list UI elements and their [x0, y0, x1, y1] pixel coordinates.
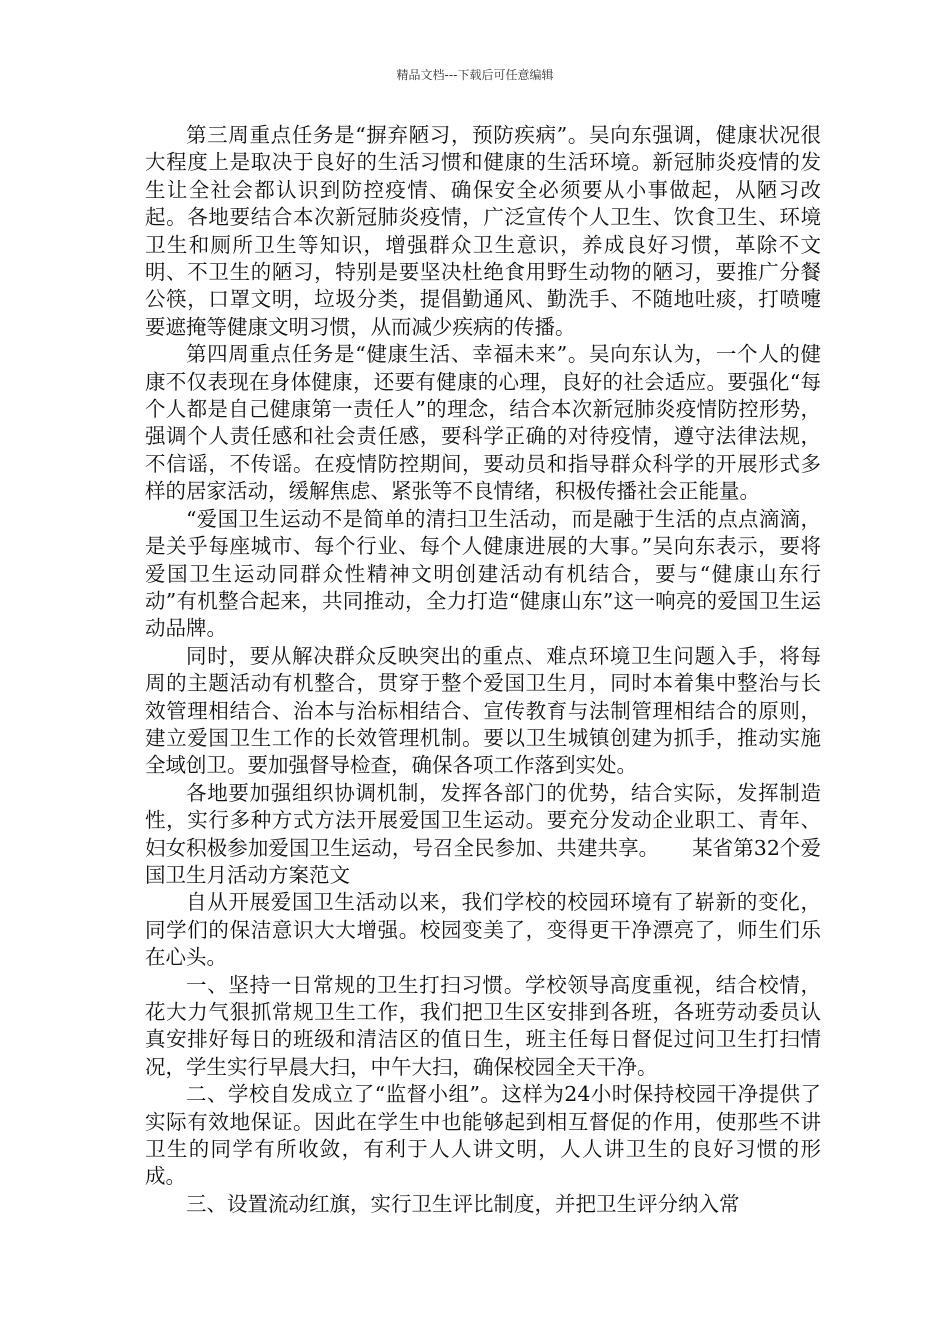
- paragraph-week-four: 第四周重点任务是“健康生活、幸福未来”。吴向东认为，一个人的健康不仅表现在身体健康，还要有健康的心理，良好的社会适应。要强化“每个人都是自己健康第一责任人”的理念，结合本次新冠肺炎疫情防控形势，强调个人责任感和社会责任感，要科学正确的对待疫情，遵守法律法规，不信谣，不传谣。在疫情防控期间，要动员和指导群众科学的开展形式多样的居家活动，缓解焦虑、紧张等不良情绪，积极传播社会正能量。: [145, 342, 821, 504]
- paragraph-coordination: [145, 780, 821, 890]
- paragraph-coordination-text: 各地要加强组织协调机制，发挥各部门的优势，结合实际，发挥制造性，实行多种方式方法开展爱国卫生运动。要充分发动企业职工、青年、妇女积极参加爱国卫生运动，号召全民参加、共建共享。: [145, 780, 821, 860]
- paragraph-meanwhile: 同时，要从解决群众反映突出的重点、难点环境卫生问题入手，将每周的主题活动有机整合，贯穿于整个爱国卫生月，同时本着集中整治与长效管理相结合、治本与治标相结合、宣传教育与法制管理相结合的原则，建立爱国卫生工作的长效管理机制。要以卫生城镇创建为抓手，推动实施全域创卫。要加强督导检查，确保各项工作落到实处。: [145, 643, 821, 778]
- paragraph-quote: “爱国卫生运动不是简单的清扫卫生活动，而是融于生活的点点滴滴，是关乎每座城市、每个行业、每个人健康进展的大事。”吴向东表示，要将爱国卫生运动同群众性精神文明创建活动有机结合，要与“健康山东行动”有机整合起来，共同推动，全力打造“健康山东”这一响亮的爱国卫生运动品牌。: [145, 506, 821, 641]
- page-header: 精品文档---下载后可任意编辑: [396, 68, 554, 82]
- paragraph-school-intro: 自从开展爱国卫生活动以来，我们学校的校园环境有了崭新的变化，同学们的保洁意识大大增强。校园变美了，变得更干净漂亮了，师生们乐在心头。: [145, 890, 821, 970]
- document-body: [145, 122, 821, 1218]
- paragraph-week-three: 第三周重点任务是“摒弃陋习，预防疾病”。吴向东强调，健康状况很大程度上是取决于良好的生活习惯和健康的生活环境。新冠肺炎疫情的发生让全社会都认识到防控疫情、确保安全必须要从小事做起，从陋习改起。各地要结合本次新冠肺炎疫情，广泛宣传个人卫生、饮食卫生、环境卫生和厕所卫生等知识，增强群众卫生意识，养成良好习惯，革除不文明、不卫生的陋习，特别是要坚决杜绝食用野生动物的陋习，要推广分餐公筷，口罩文明，垃圾分类，提倡勤通风、勤洗手、不随地吐痰，打喷嚏要遮掩等健康文明习惯，从而减少疾病的传播。: [145, 123, 821, 339]
- paragraph-item-three: 三、设置流动红旗，实行卫生评比制度，并把卫生评分纳入常: [186, 1191, 740, 1216]
- inline-title: 某省第32个爱国卫生月活动方案范文: [145, 835, 821, 887]
- paragraph-item-one: 一、坚持一日常规的卫生打扫习惯。学校领导高度重视，结合校情，花大力气狠抓常规卫生工作，我们把卫生区安排到各班，各班劳动委员认真安排好每日的班级和清洁区的值日生，班主任每日督促过问卫生打扫情况，学生实行早晨大扫，中午大扫，确保校园全天干净。: [145, 972, 821, 1079]
- paragraph-item-two: 二、学校自发成立了“监督小组”。这样为24小时保持校园干净提供了实际有效地保证。因此在学生中也能够起到相互督促的作用，使那些不讲卫生的同学有所收敛，有利于人人讲文明，人人讲卫生的良好习惯的形成。: [145, 1082, 821, 1189]
